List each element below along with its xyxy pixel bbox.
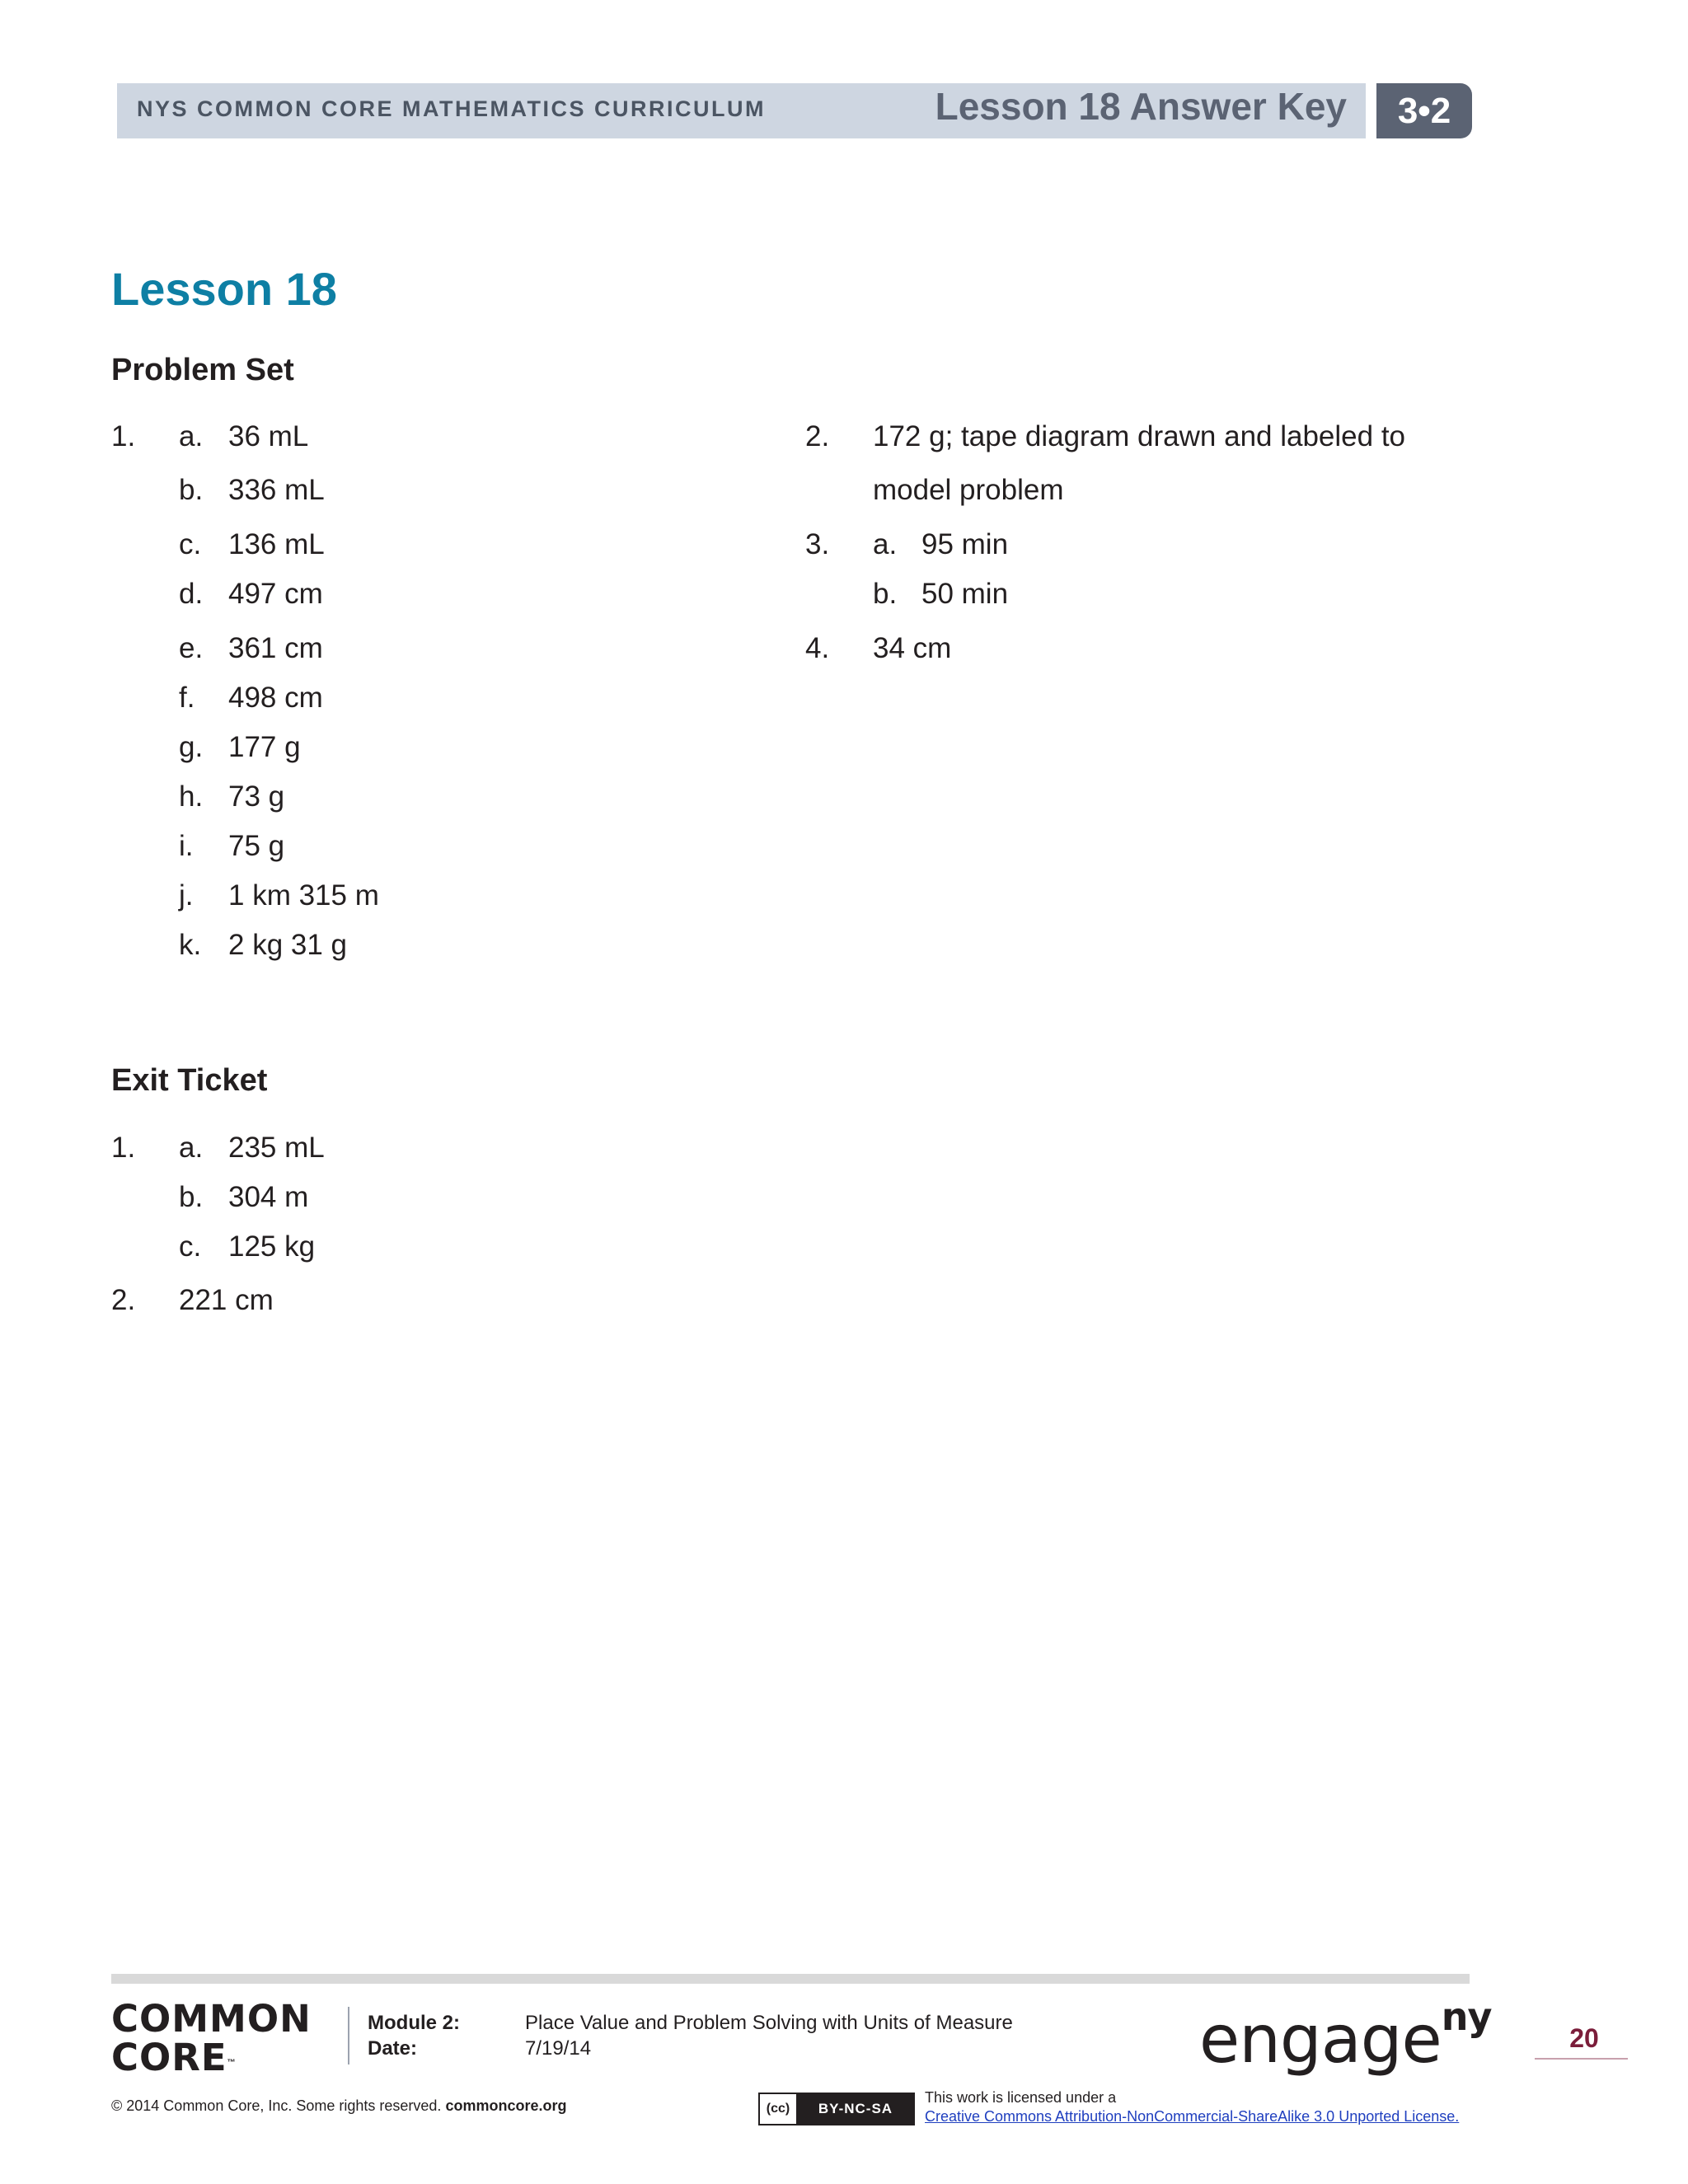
cc-license-badge[interactable]: [758, 2093, 915, 2125]
part-letter: h.: [179, 780, 204, 813]
part-letter: c.: [179, 1230, 202, 1263]
module-title: Place Value and Problem Solving with Units of Measure: [525, 2012, 1013, 2034]
answer: 304 m: [228, 1181, 309, 1213]
answer: 2 kg 31 g: [228, 929, 347, 961]
part-letter: j.: [179, 879, 194, 912]
date-label: Date:: [368, 2037, 418, 2060]
answer: 172 g; tape diagram drawn and labeled to: [873, 420, 1406, 452]
cc-icon: (cc): [760, 2094, 798, 2124]
logo-trademark: ™: [227, 2058, 236, 2068]
question-number: 4.: [805, 632, 830, 664]
question-number: 1.: [111, 1132, 136, 1164]
part-letter: a.: [873, 528, 898, 560]
part-letter: i.: [179, 830, 194, 862]
part-letter: d.: [179, 578, 204, 610]
answer: 498 cm: [228, 682, 323, 714]
answer: 177 g: [228, 731, 301, 763]
part-letter: f.: [179, 682, 195, 714]
page-number: 20: [1569, 2023, 1599, 2053]
part-letter: c.: [179, 528, 202, 560]
footer-rule: [111, 1974, 1470, 1984]
common-core-logo: [111, 1997, 312, 2082]
answer: 50 min: [921, 578, 1009, 610]
answer: 95 min: [921, 528, 1009, 560]
copyright-site: commoncore.org: [445, 2097, 567, 2114]
question-number: 2.: [805, 420, 830, 452]
footer-divider: [348, 2007, 349, 2064]
answer: 497 cm: [228, 578, 323, 610]
part-letter: a.: [179, 1132, 204, 1164]
engage-text: engage: [1199, 2001, 1442, 2078]
copyright-text: © 2014 Common Core, Inc. Some rights reserved.: [111, 2097, 442, 2114]
answer: 221 cm: [179, 1284, 274, 1316]
part-letter: e.: [179, 632, 204, 664]
answer: 235 mL: [228, 1132, 325, 1164]
part-letter: b.: [179, 1181, 204, 1213]
question-number: 2.: [111, 1284, 136, 1316]
answer: 336 mL: [228, 474, 325, 506]
lesson-title: Lesson 18: [111, 263, 337, 315]
problem-set-heading: Problem Set: [111, 353, 294, 387]
answer: 34 cm: [873, 632, 952, 664]
answer: 36 mL: [228, 420, 309, 452]
logo-line-1: COMMON: [111, 1997, 312, 2041]
question-number: 1.: [111, 420, 136, 452]
curriculum-title: NYS COMMON CORE MATHEMATICS CURRICULUM: [137, 96, 766, 121]
lesson-answer-key-title: Lesson 18 Answer Key: [935, 85, 1347, 128]
grade-module-badge: 3•2: [1376, 83, 1472, 138]
logo-line-2: CORE: [111, 2036, 227, 2079]
answer: 75 g: [228, 830, 285, 862]
exit-ticket-heading: Exit Ticket: [111, 1063, 268, 1098]
copyright: [111, 2097, 566, 2115]
answer: model problem: [873, 474, 1064, 506]
part-letter: a.: [179, 420, 204, 452]
answer: 73 g: [228, 780, 285, 813]
part-letter: b.: [179, 474, 204, 506]
date-value: 7/19/14: [525, 2037, 592, 2060]
module-label: Module 2:: [368, 2012, 460, 2034]
engageny-logo: [1199, 1994, 1492, 2078]
license-link[interactable]: Creative Commons Attribution-NonCommercial-ShareAlike 3.0 Unported License.: [925, 2108, 1460, 2125]
answer: 136 mL: [228, 528, 325, 560]
question-number: 3.: [805, 528, 830, 560]
engage-ny-text: ny: [1441, 1994, 1492, 2039]
page-number-rule: [1535, 2058, 1628, 2060]
answer: 125 kg: [228, 1230, 316, 1263]
part-letter: k.: [179, 929, 202, 961]
answer: 361 cm: [228, 632, 323, 664]
part-letter: g.: [179, 731, 204, 763]
license-text: This work is licensed under a: [925, 2089, 1117, 2106]
part-letter: b.: [873, 578, 898, 610]
answer: 1 km 315 m: [228, 879, 379, 912]
license-type: BY-NC-SA: [798, 2094, 913, 2124]
